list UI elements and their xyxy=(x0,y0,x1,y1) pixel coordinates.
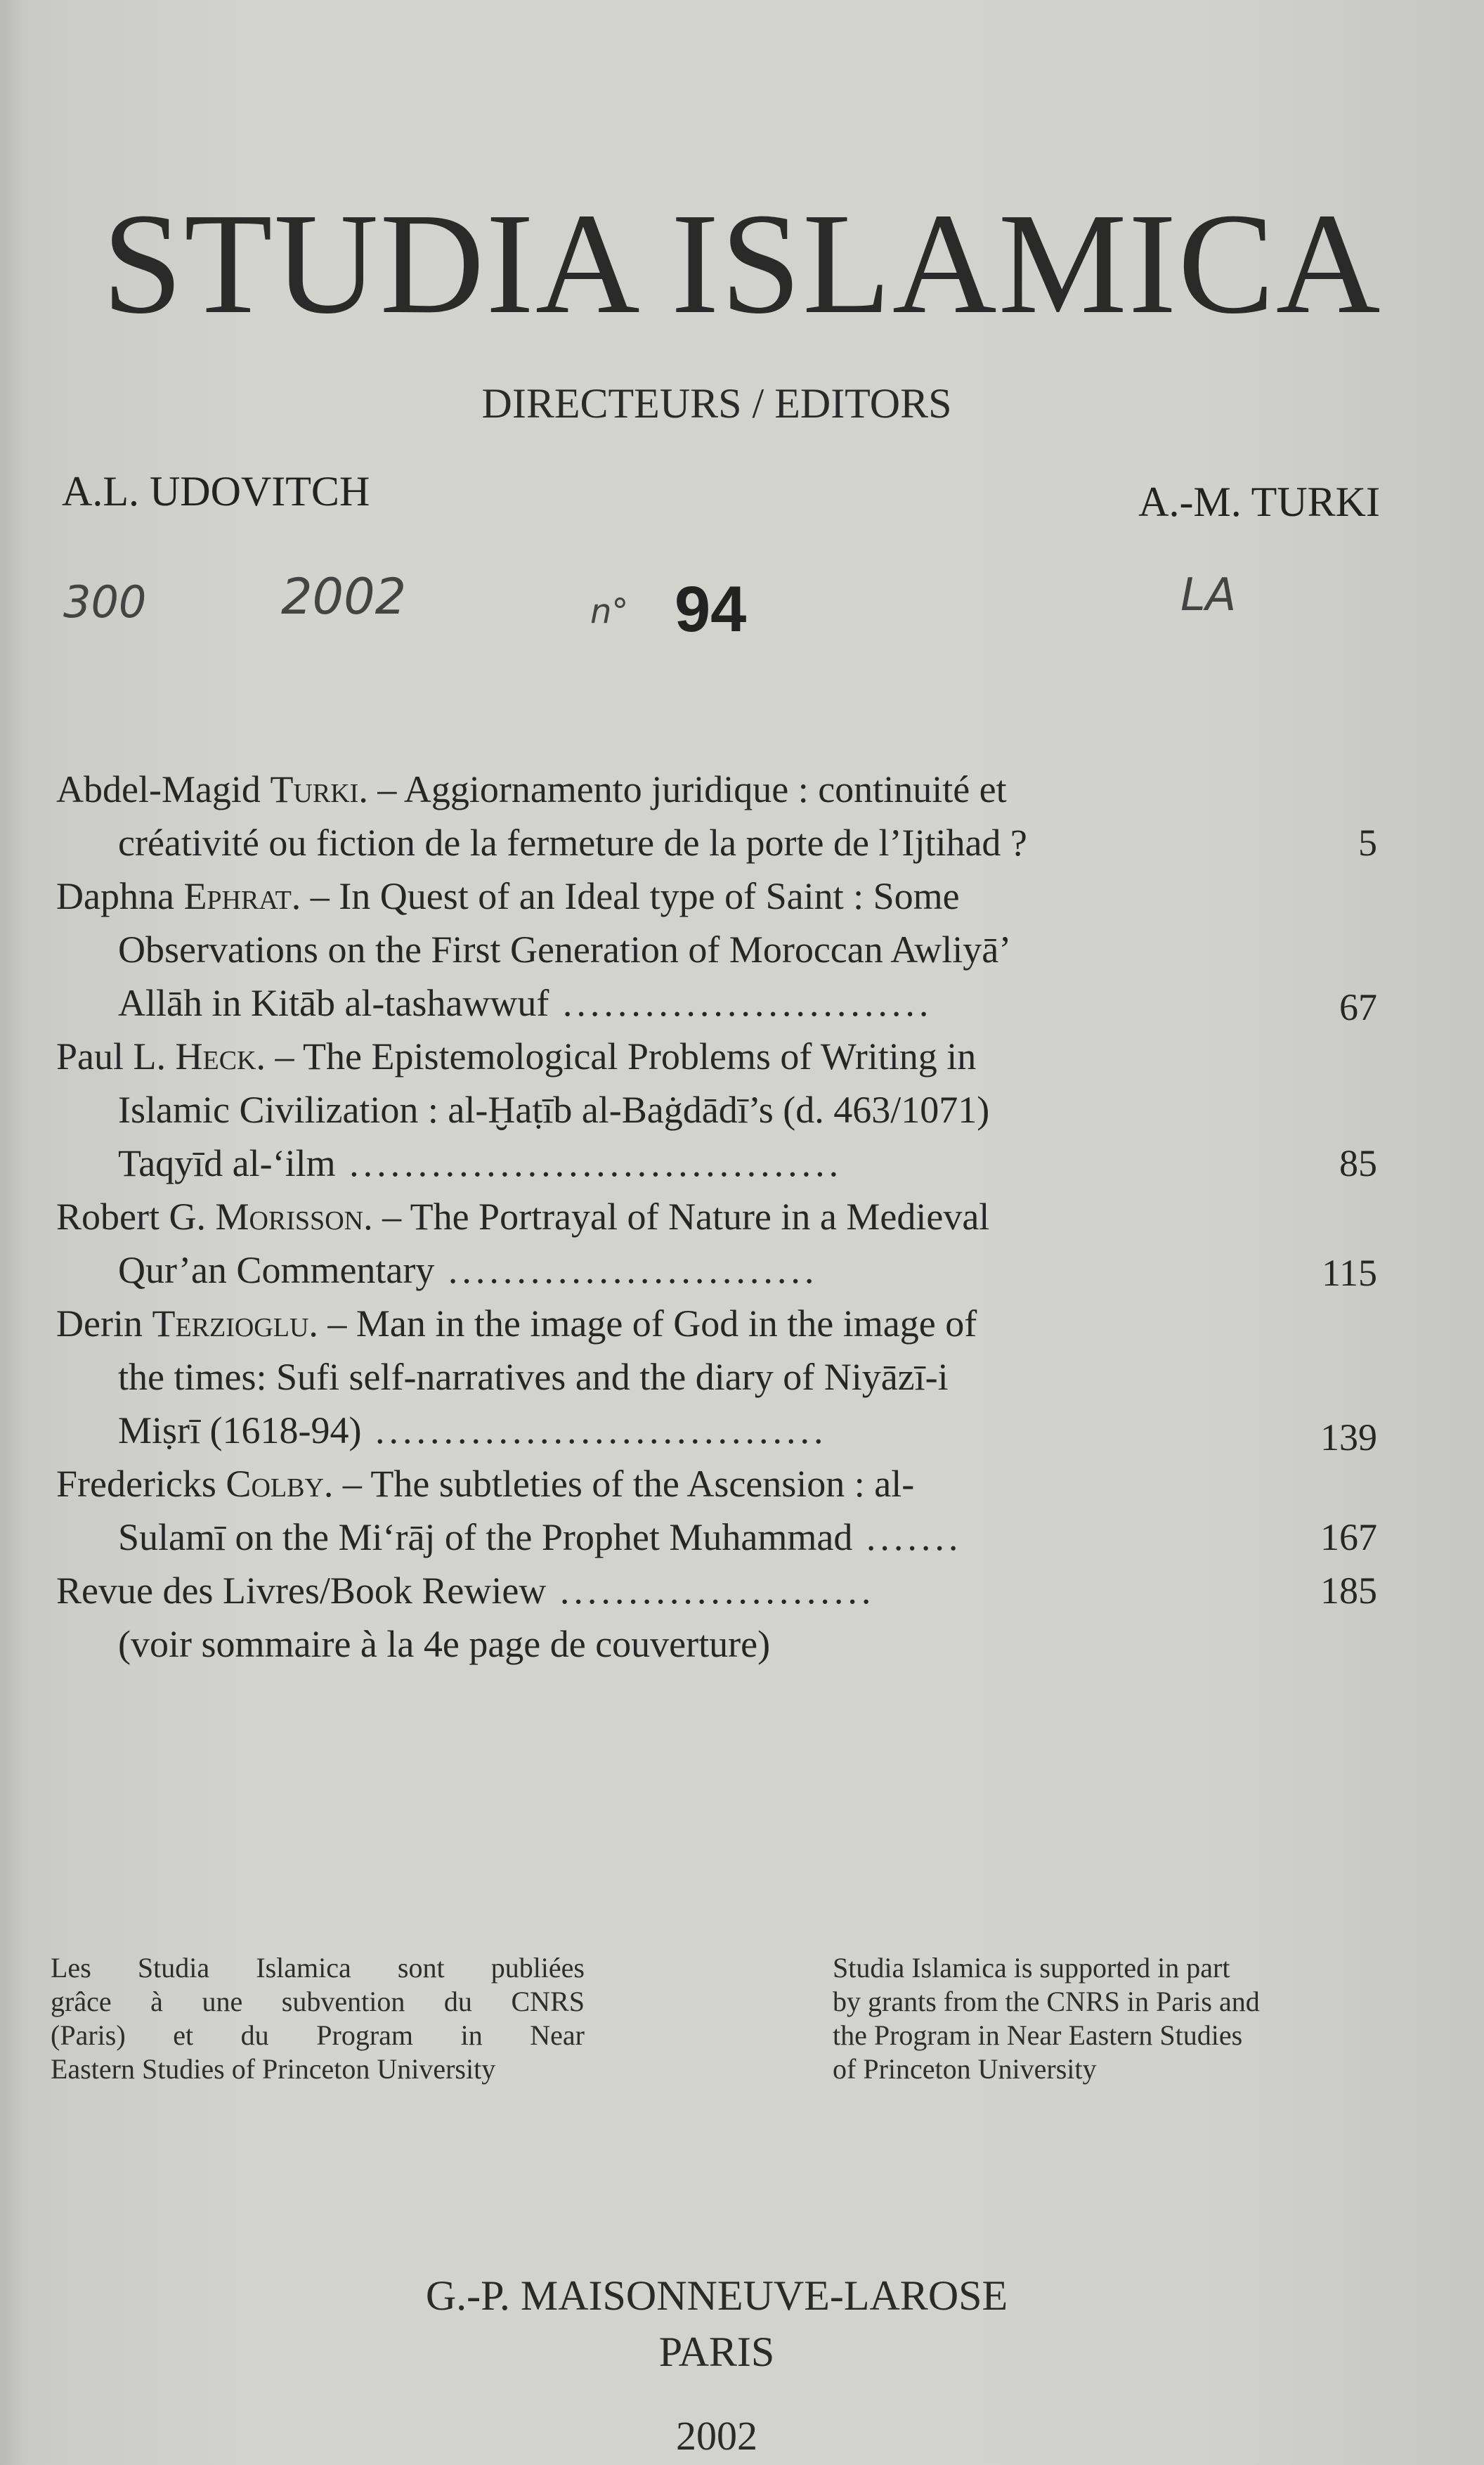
page-number: 5 xyxy=(1358,822,1377,864)
page-number: 115 xyxy=(1322,1252,1377,1294)
issue-number: 94 xyxy=(675,574,747,645)
toc-line xyxy=(56,1350,1391,1404)
toc-line xyxy=(56,1137,1391,1190)
author-surname: Ephrat xyxy=(183,875,292,917)
editor-right: A.-M. TURKI xyxy=(1138,479,1380,525)
author-name: Abdel-Magid xyxy=(56,768,271,810)
article-title-line: . – Man in the image of God in the image of xyxy=(308,1302,977,1345)
article-title-line: Miṣrī (1618-94) xyxy=(118,1409,362,1451)
author-name: Daphna xyxy=(56,875,184,917)
handwritten-note: LA xyxy=(1180,569,1237,621)
author-surname: Turki xyxy=(270,768,359,810)
author-name: Derin xyxy=(56,1302,152,1345)
page-number: 139 xyxy=(1320,1416,1377,1458)
toc-line xyxy=(56,1617,1391,1671)
toc-entry xyxy=(56,1030,1391,1190)
toc-line xyxy=(56,1030,1391,1083)
toc-line xyxy=(56,816,1391,869)
author-name: Fredericks xyxy=(56,1463,226,1505)
editor-left: A.L. UDOVITCH xyxy=(62,468,370,515)
article-title-line: the times: Sufi self-narratives and the diary of Niyāzī-i xyxy=(118,1356,949,1398)
support-note-french xyxy=(51,1951,585,2086)
article-title-line: Qur’an Commentary xyxy=(118,1249,435,1291)
editors-heading: DIRECTEURS / EDITORS xyxy=(481,380,952,427)
article-title-line: Islamic Civilization : al-Ḫaṭīb al-Baġdādī’s (d. 463/1071) xyxy=(118,1089,990,1131)
support-note-english xyxy=(833,1951,1370,2086)
toc-line xyxy=(56,1457,1391,1510)
article-title-line: . – The subtleties of the Ascension : al- xyxy=(323,1463,915,1505)
article-title-line: Allāh in Kitāb al-tashawwuf xyxy=(118,982,549,1024)
page-number: 85 xyxy=(1339,1142,1377,1184)
leader-dots: ................................. xyxy=(361,1409,828,1451)
page-number: 185 xyxy=(1320,1570,1377,1612)
toc-entry xyxy=(56,1190,1391,1297)
toc-line xyxy=(56,869,1391,923)
author-surname: Colby xyxy=(226,1463,324,1505)
leader-dots: ........................... xyxy=(434,1249,819,1291)
article-title-line: créativité ou fiction de la fermeture de la porte de l’Ijtihad ? xyxy=(118,822,1027,864)
page-number: 167 xyxy=(1320,1516,1377,1558)
toc-line xyxy=(56,1190,1391,1243)
author-surname: Heck xyxy=(175,1035,256,1078)
toc-entry xyxy=(56,1457,1391,1564)
handwritten-note: 2002 xyxy=(281,568,407,626)
author-name: Paul L. xyxy=(56,1035,176,1078)
toc-line xyxy=(56,1297,1391,1350)
author-name: Robert G. xyxy=(56,1196,216,1238)
toc-line xyxy=(56,1243,1391,1297)
toc-line xyxy=(56,1404,1391,1457)
table-of-contents xyxy=(56,763,1391,1671)
toc-line xyxy=(56,763,1391,816)
handwritten-note: n° xyxy=(590,592,629,631)
article-title-line: . – Aggiornamento juridique : continuité et xyxy=(358,768,1007,810)
support-line: by grants from the CNRS in Paris and xyxy=(833,1986,1260,2017)
toc-line xyxy=(56,923,1391,976)
journal-title: STUDIA ISLAMICA xyxy=(102,183,1382,344)
section-note: (voir sommaire à la 4e page de couverture) xyxy=(118,1623,771,1665)
publisher-name: G.-P. MAISONNEUVE-LAROSE xyxy=(425,2272,1008,2319)
support-line: Studia Islamica is supported in part xyxy=(833,1952,1230,1984)
support-line: the Program in Near Eastern Studies xyxy=(833,2019,1243,2051)
author-surname: Terzioglu xyxy=(152,1302,309,1345)
toc-entry xyxy=(56,763,1391,869)
support-line: grâce à une subvention du CNRS xyxy=(51,1986,585,2017)
toc-entry xyxy=(56,869,1391,1030)
toc-line xyxy=(56,1083,1391,1137)
article-title-line: . – The Portrayal of Nature in a Medieval xyxy=(363,1196,990,1238)
support-line: (Paris) et du Program in Near xyxy=(51,2019,585,2051)
article-title-line: Sulamī on the Mi‘rāj of the Prophet Muhammad xyxy=(118,1516,853,1558)
support-line: Les Studia Islamica sont publiées xyxy=(51,1952,585,1984)
author-surname: Morisson xyxy=(215,1196,364,1238)
handwritten-note: 300 xyxy=(63,576,147,628)
leader-dots: .................................... xyxy=(335,1142,843,1184)
leader-dots: ........................... xyxy=(549,982,933,1024)
toc-line xyxy=(56,1510,1391,1564)
article-title-line: Observations on the First Generation of Moroccan Awliyā’ xyxy=(118,929,1012,971)
support-line: Eastern Studies of Princeton University xyxy=(51,2053,496,2085)
leader-dots: ....................... xyxy=(546,1570,876,1612)
toc-entry xyxy=(56,1564,1391,1671)
support-line: of Princeton University xyxy=(833,2053,1097,2085)
publication-year: 2002 xyxy=(676,2413,757,2459)
section-title: Revue des Livres/Book Rewiew xyxy=(56,1570,547,1612)
leader-dots: ....... xyxy=(852,1516,963,1558)
page-number: 67 xyxy=(1339,986,1377,1028)
article-title-line: Taqyīd al-‘ilm xyxy=(118,1142,336,1184)
article-title-line: . – The Epistemological Problems of Writing in xyxy=(256,1035,977,1078)
toc-line xyxy=(56,976,1391,1030)
toc-line xyxy=(56,1564,1391,1617)
publisher-city: PARIS xyxy=(658,2329,775,2375)
article-title-line: . – In Quest of an Ideal type of Saint : Some xyxy=(291,875,960,917)
toc-entry xyxy=(56,1297,1391,1457)
